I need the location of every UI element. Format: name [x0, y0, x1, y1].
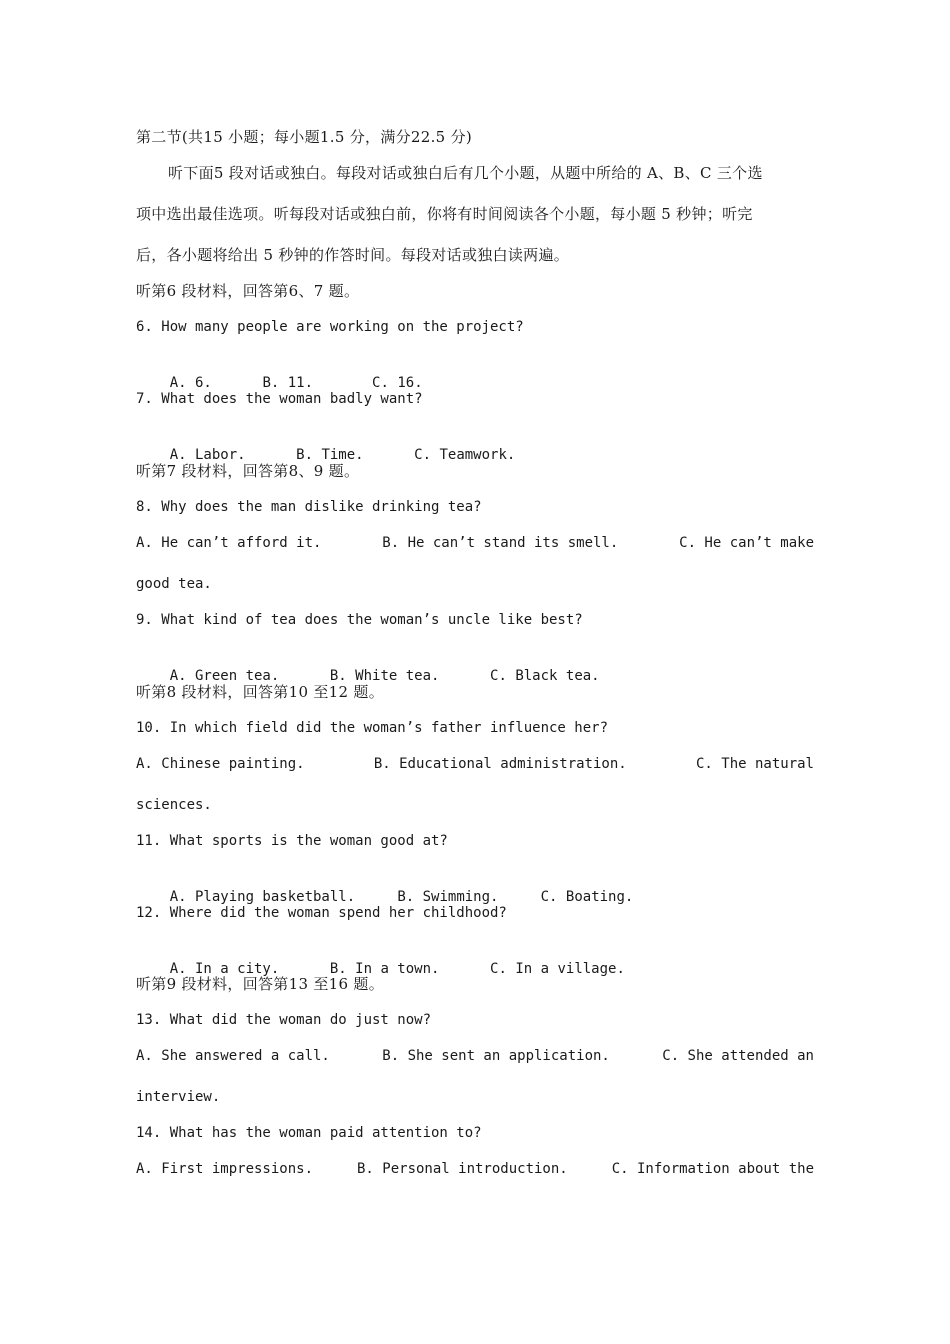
option-b: B. Personal introduction.: [357, 1161, 568, 1177]
question-13-continuation: interview.: [136, 1089, 221, 1105]
instructions-line-1: 听下面5 段对话或独白。每段对话或独白后有几个小题，从题中所给的 A、B、C 三个选: [168, 164, 763, 182]
option-b: B. He can’t stand its smell.: [382, 535, 619, 551]
option-b: B. White tea.: [329, 668, 440, 684]
option-c: C. She attended an: [662, 1048, 814, 1064]
option-a: A. Chinese painting.: [136, 756, 305, 772]
option-b: B. Educational administration.: [373, 756, 627, 772]
question-11-stem: 11. What sports is the woman good at?: [136, 833, 448, 849]
group-intro-7: 听第7 段材料，回答第8、9 题。: [136, 462, 360, 480]
section-header: 第二节(共15 小题；每小题1.5 分，满分22.5 分): [136, 128, 473, 146]
option-b: B. Swimming.: [397, 889, 499, 905]
group-intro-6: 听第6 段材料，回答第6、7 题。: [136, 282, 360, 300]
question-13-options: [136, 1046, 814, 1066]
option-c: C. Teamwork.: [414, 447, 516, 463]
option-b: B. 11.: [262, 375, 314, 391]
instructions-line-2: 项中选出最佳选项。听每段对话或独白前，你将有时间阅读各个小题，每小题 5 秒钟；听完: [136, 205, 753, 223]
question-9-stem: 9. What kind of tea does the woman’s uncle like best?: [136, 612, 583, 628]
option-a: A. 6.: [169, 375, 212, 391]
question-7-stem: 7. What does the woman badly want?: [136, 391, 423, 407]
question-13-stem: 13. What did the woman do just now?: [136, 1012, 432, 1028]
option-b: B. She sent an application.: [382, 1048, 610, 1064]
option-a: A. She answered a call.: [136, 1048, 330, 1064]
question-6-stem: 6. How many people are working on the project?: [136, 319, 524, 335]
option-c: C. In a village.: [490, 961, 625, 977]
question-14-stem: 14. What has the woman paid attention to?: [136, 1125, 482, 1141]
option-a: A. First impressions.: [136, 1161, 314, 1177]
option-c: C. The natural: [695, 756, 814, 772]
option-a: A. Green tea.: [169, 668, 280, 684]
option-a: A. In a city.: [169, 961, 280, 977]
question-10-stem: 10. In which field did the woman’s father influence her?: [136, 720, 609, 736]
group-intro-8: 听第8 段材料，回答第10 至12 题。: [136, 683, 385, 701]
option-a: A. Labor.: [169, 447, 246, 463]
question-10-continuation: sciences.: [136, 797, 212, 813]
option-c: C. He can’t make: [679, 535, 814, 551]
question-8-stem: 8. Why does the man dislike drinking tea?: [136, 499, 482, 515]
group-intro-9: 听第9 段材料，回答第13 至16 题。: [136, 975, 385, 993]
question-8-continuation: good tea.: [136, 576, 212, 592]
question-14-options: [136, 1159, 814, 1179]
option-c: C. Information about the: [611, 1161, 814, 1177]
option-c: C. 16.: [372, 375, 423, 391]
option-a: A. He can’t afford it.: [136, 535, 322, 551]
option-c: C. Black tea.: [490, 668, 600, 684]
instructions-line-3: 后，各小题将给出 5 秒钟的作答时间。每段对话或独白读两遍。: [136, 246, 570, 264]
option-c: C. Boating.: [540, 889, 634, 905]
question-12-stem: 12. Where did the woman spend her childhood?: [136, 905, 507, 921]
option-b: B. In a town.: [329, 961, 440, 977]
question-8-options: [136, 533, 814, 553]
option-b: B. Time.: [296, 447, 364, 463]
question-10-options: [136, 754, 814, 774]
option-a: A. Playing basketball.: [169, 889, 356, 905]
